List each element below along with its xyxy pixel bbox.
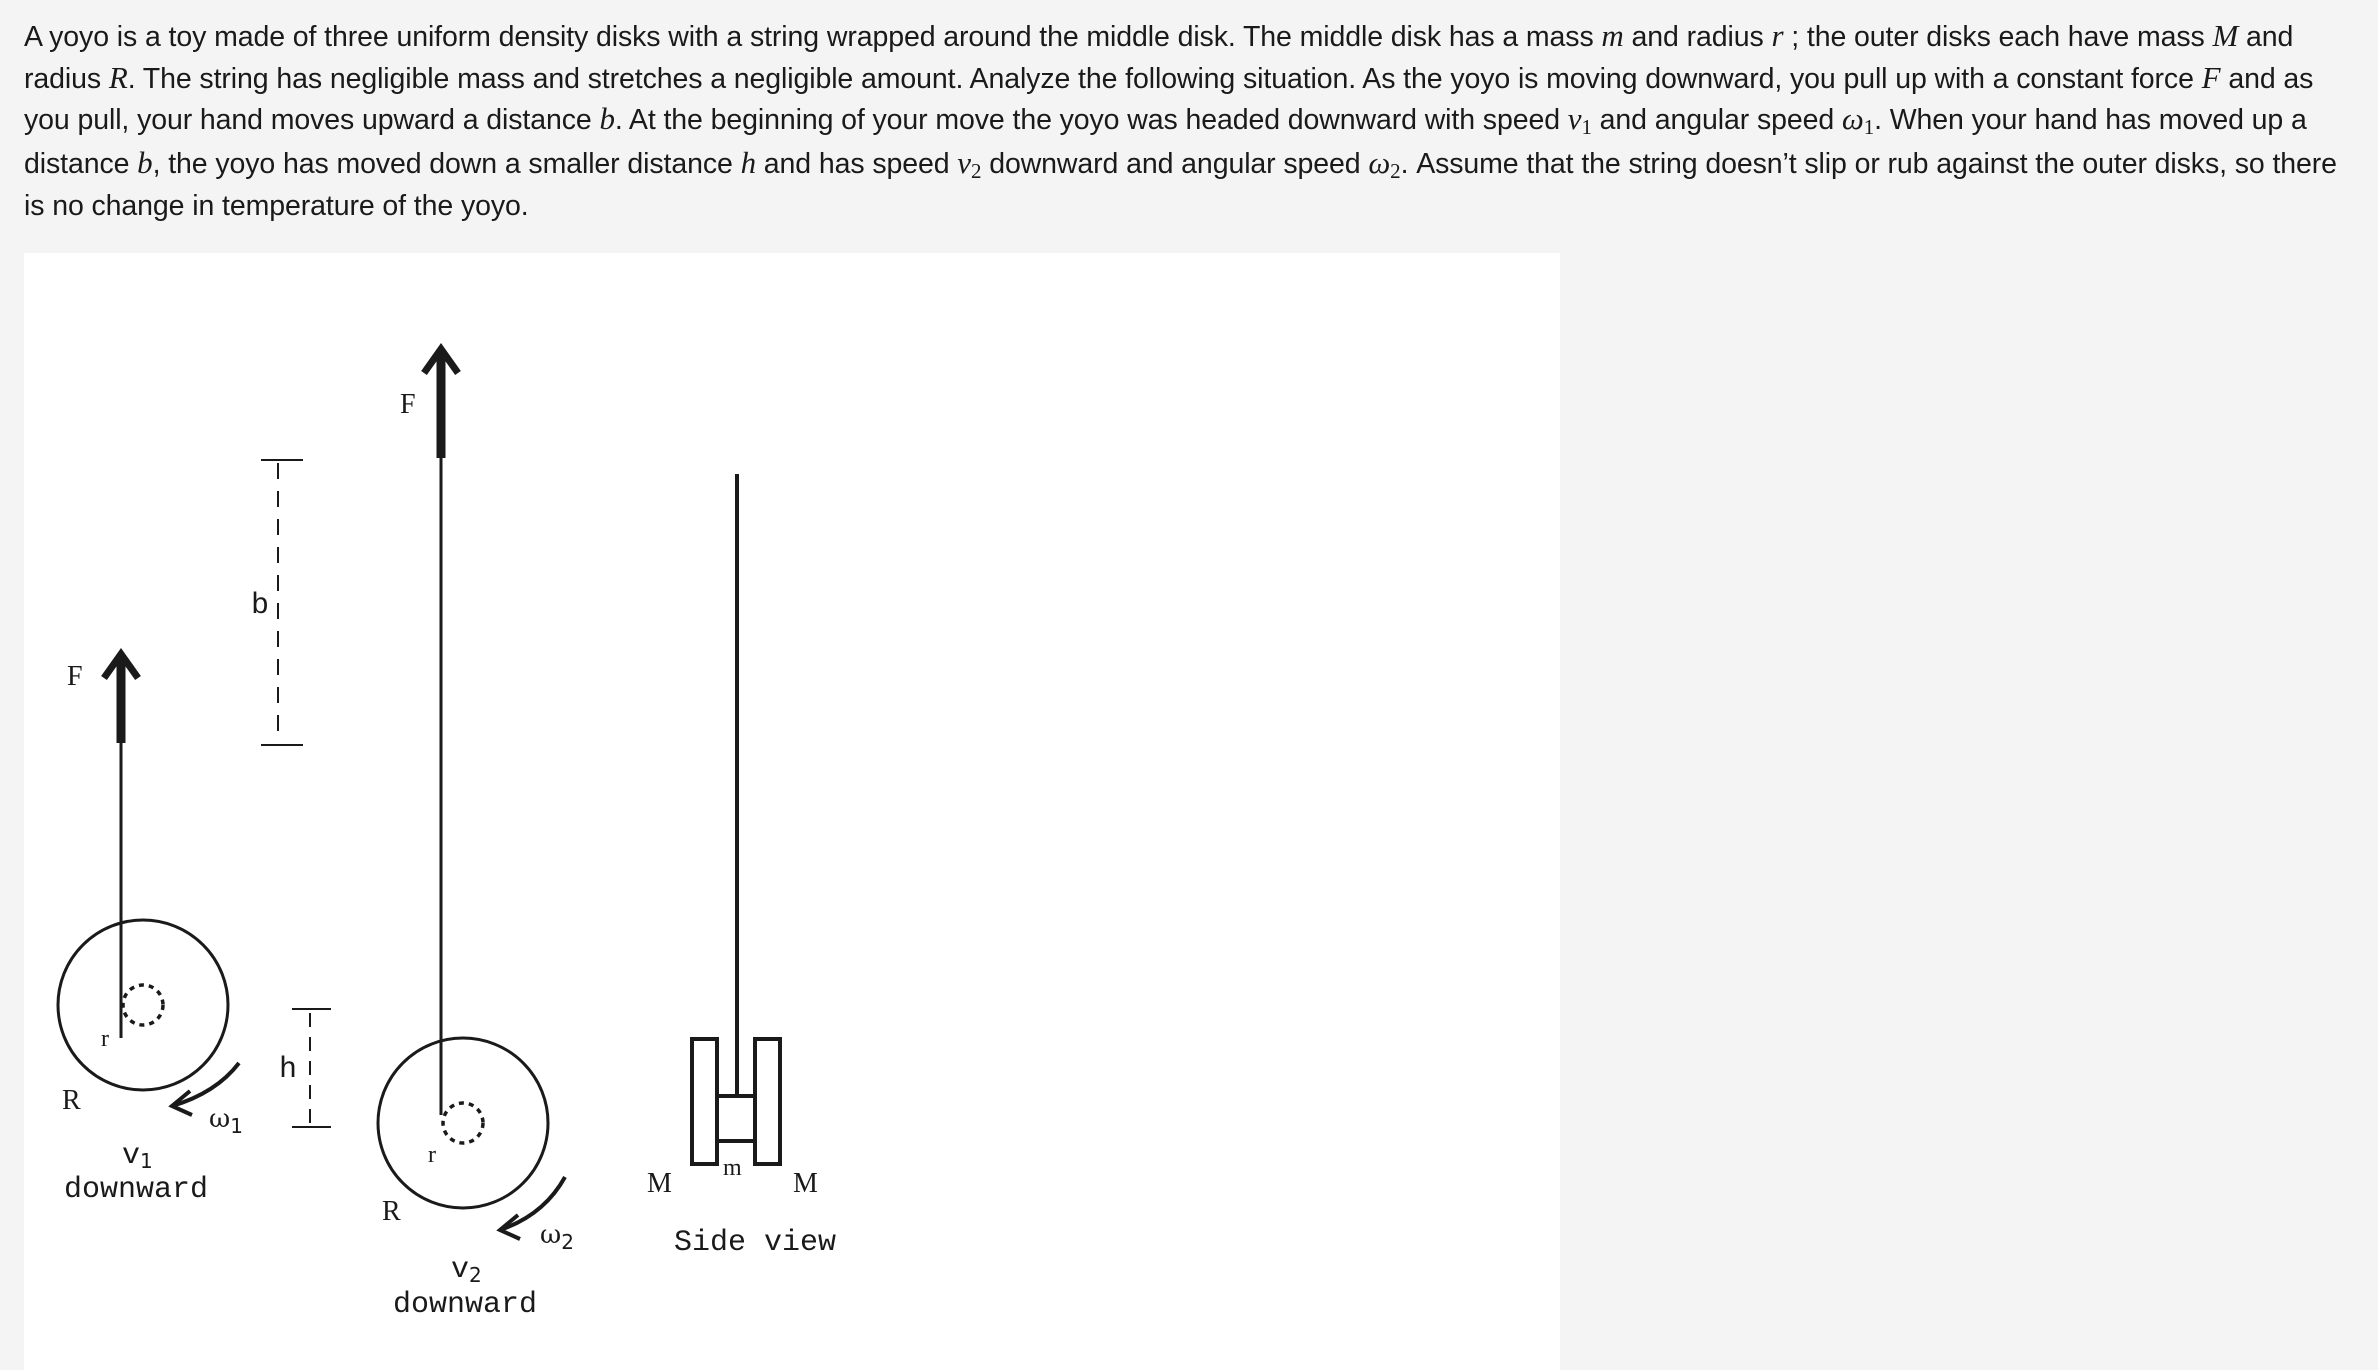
math-subscript: 1 xyxy=(1863,115,1875,139)
problem-text-segment: , the yoyo has moved down a smaller distance xyxy=(152,147,741,180)
left-outer-disk xyxy=(58,920,228,1090)
math-symbol: h xyxy=(740,144,756,180)
problem-math-symbol xyxy=(1368,144,1401,183)
problem-text-segment: A yoyo is a toy made of three uniform density disks with a string wrapped around the middle disk. The middle disk has a mass xyxy=(24,21,1602,53)
side-view xyxy=(647,474,836,1260)
problem-text-segment: . When your hand has moved up a distance xyxy=(24,104,2307,180)
h-dimension-label: h xyxy=(279,1053,298,1087)
right-outer-radius-label: R xyxy=(382,1196,401,1227)
math-symbol: R xyxy=(108,59,128,95)
problem-math-symbol xyxy=(1567,101,1592,139)
yoyo-diagram xyxy=(24,253,1560,1370)
b-dimension xyxy=(251,460,303,745)
problem-math-symbol xyxy=(2201,59,2221,95)
problem-math-symbol xyxy=(2212,18,2239,53)
right-inner-disk xyxy=(443,1103,483,1143)
math-symbol: m xyxy=(1601,18,1624,53)
left-yoyo xyxy=(58,654,243,1207)
math-symbol: b xyxy=(137,144,153,180)
math-symbol: v xyxy=(957,144,971,180)
problem-math-symbol xyxy=(1771,18,1784,53)
math-subscript: 2 xyxy=(970,158,982,183)
right-omega-label: $\omega_2$ xyxy=(540,1220,574,1254)
problem-text-segment: ; the outer disks each have mass xyxy=(1783,21,2213,53)
problem-math-symbol xyxy=(137,144,153,180)
right-velocity-label: v2 xyxy=(451,1253,482,1287)
problem-math-symbol xyxy=(599,101,615,136)
right-yoyo xyxy=(378,349,574,1322)
problem-text-segment: . The string has negligible mass and stretches a negligible amount. Analyze the following situation. As the yoyo is moving downward, you pull up with a constant force xyxy=(127,62,2202,95)
side-view-left-mass-label: M xyxy=(647,1168,672,1199)
right-inner-radius-label: r xyxy=(428,1142,436,1168)
side-view-right-outer-disk xyxy=(755,1039,780,1164)
left-outer-radius-label: R xyxy=(62,1085,81,1116)
problem-text-segment: and radius xyxy=(1623,21,1772,53)
math-subscript: 1 xyxy=(1581,115,1592,139)
right-force-label: F xyxy=(400,389,416,420)
math-symbol: b xyxy=(599,101,615,136)
side-view-caption: Side view xyxy=(674,1226,837,1260)
problem-text-segment: . Assume that the string doesn’t slip or rub against the outer disks, so there is no change in temperature of the yoyo. xyxy=(24,147,2337,222)
yoyo-diagram-panel xyxy=(24,253,1560,1370)
math-symbol: ω xyxy=(1368,144,1391,180)
math-symbol: v xyxy=(1567,101,1582,136)
problem-math-symbol xyxy=(1601,18,1624,53)
problem-text-segment: and has speed xyxy=(755,147,958,180)
math-symbol: ω xyxy=(1841,101,1864,136)
right-direction-label: downward xyxy=(393,1288,538,1322)
problem-math-symbol xyxy=(1841,101,1875,139)
problem-text-segment: and angular speed xyxy=(1591,104,1842,136)
left-force-label: F xyxy=(67,661,83,692)
problem-text-segment: downward and angular speed xyxy=(981,147,1369,180)
problem-math-symbol xyxy=(957,144,982,183)
side-view-middle-disk xyxy=(717,1096,755,1141)
right-outer-disk xyxy=(378,1038,548,1208)
h-dimension xyxy=(279,1009,331,1127)
problem-text-segment: . At the beginning of your move the yoyo was headed downward with speed xyxy=(614,104,1568,136)
math-symbol: F xyxy=(2201,59,2221,95)
left-direction-label: downward xyxy=(64,1173,209,1207)
problem-text-segment: and as you pull, your hand moves upward a distance xyxy=(24,62,2314,136)
problem-math-symbol xyxy=(740,144,756,180)
b-dimension-label: b xyxy=(251,589,270,623)
problem-math-symbol xyxy=(108,59,128,95)
problem-statement xyxy=(24,16,2354,227)
left-inner-radius-label: r xyxy=(101,1026,109,1052)
left-velocity-label: v1 xyxy=(122,1139,153,1173)
side-view-right-mass-label: M xyxy=(793,1168,818,1199)
math-symbol: M xyxy=(2212,18,2239,53)
problem-text-segment: and radius xyxy=(24,21,2294,95)
side-view-center-mass-label: m xyxy=(723,1155,742,1181)
math-subscript: 2 xyxy=(1390,158,1401,183)
left-inner-disk xyxy=(123,985,163,1025)
side-view-left-outer-disk xyxy=(692,1039,717,1164)
left-omega-label: $\omega_1$ xyxy=(209,1104,243,1138)
math-symbol: r xyxy=(1771,18,1784,53)
